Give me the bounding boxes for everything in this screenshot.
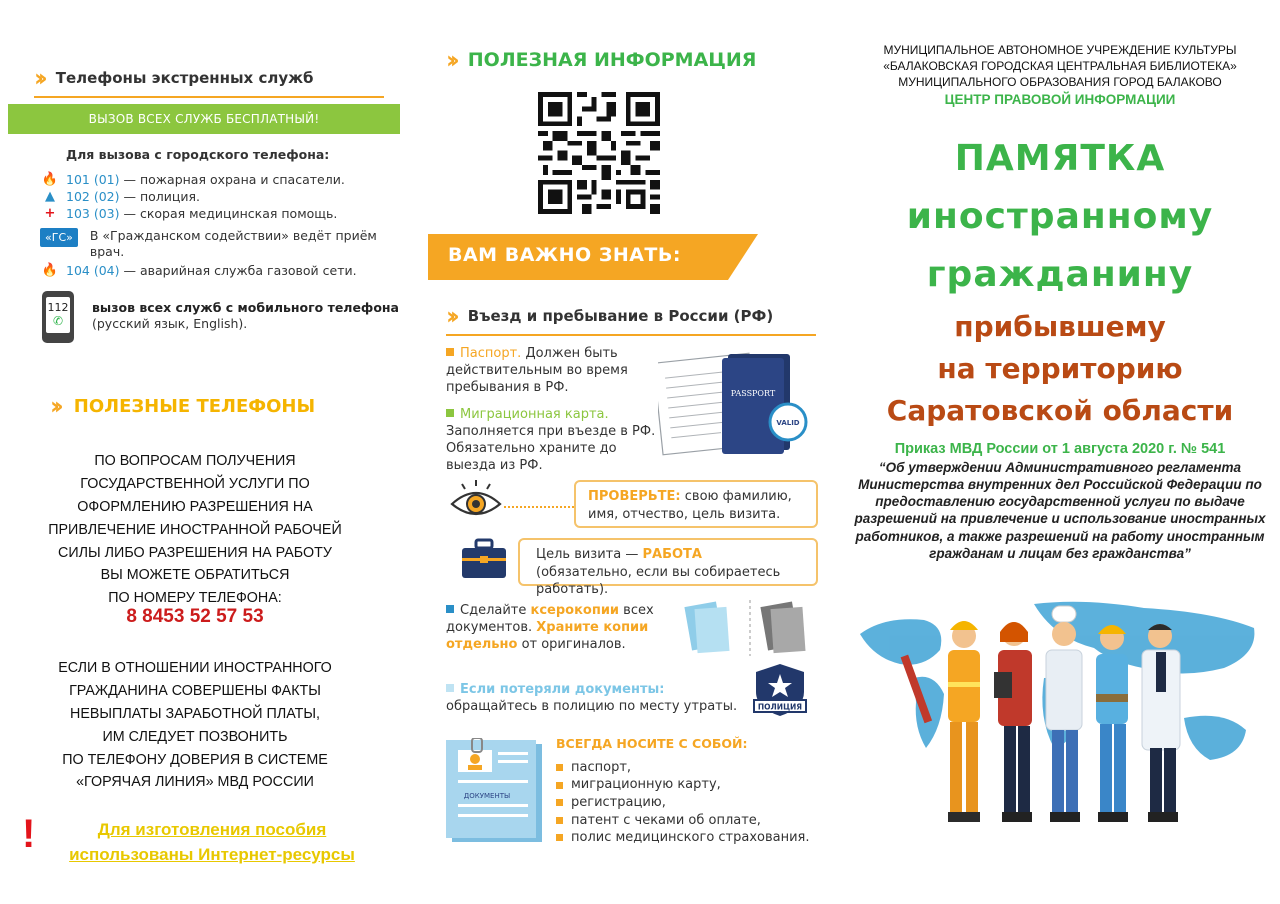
service-fire <box>40 172 345 187</box>
copies-illustration <box>682 598 818 658</box>
text-line: ЕСЛИ В ОТНОШЕНИИ ИНОСТРАННОГО <box>58 660 332 676</box>
mobile-call-text <box>92 300 402 333</box>
medical-cross-icon: + <box>44 206 56 221</box>
goal-work: РАБОТА <box>642 547 702 562</box>
useful-phones-title: ПОЛЕЗНЫЕ ТЕЛЕФОНЫ <box>73 395 316 417</box>
always-carry-block <box>556 736 810 847</box>
visit-goal-box <box>518 538 818 598</box>
copies-pre: Сделайте <box>460 603 531 618</box>
police-light-icon: ▲ <box>45 189 55 204</box>
exclamation-icon: ! <box>22 812 36 856</box>
service-text: — аварийная служба газовой сети. <box>119 263 357 278</box>
emergency-title: Телефоны экстренных служб <box>55 69 314 87</box>
order-description: “Об утверждении Административного регламента Министерства внутренних дел Российской Федерации по предоставлению государственной услуги по выдаче разрешений на привлечение и использование иностранных работников, а также разрешений на работу иностранным гражданам и лицам без гражданства” <box>854 459 1266 561</box>
emergency-header <box>34 64 384 98</box>
bullet-square <box>446 684 454 692</box>
copies-block <box>446 603 682 654</box>
briefcase-icon <box>460 538 508 580</box>
hotline-text <box>20 657 370 794</box>
workers-illustration <box>854 598 1266 844</box>
text-line: ИМ СЛЕДУЕТ ПОЗВОНИТЬ <box>102 728 288 745</box>
service-gas <box>40 263 357 278</box>
gs-text: В «Гражданском содействии» ведёт приём врач. <box>89 228 377 259</box>
important-title: ВАМ ВАЖНО ЗНАТЬ: <box>448 244 681 266</box>
chevron-right-icon: ›› <box>34 64 42 92</box>
organization-header <box>840 42 1280 109</box>
important-banner <box>428 234 758 280</box>
order-reference <box>854 440 1266 562</box>
entry-title: Въезд и пребывание в России (РФ) <box>467 307 774 325</box>
text-line: ОФОРМЛЕНИЮ РАЗРЕШЕНИЯ НА <box>77 498 313 515</box>
text-line: ГРАЖДАНИНА СОВЕРШЕНЫ ФАКТЫ <box>69 682 321 699</box>
goal-text: Цель визита — <box>536 547 643 562</box>
useful-info-title: ПОЛЕЗНАЯ ИНФОРМАЦИЯ <box>467 49 757 71</box>
sources-note <box>32 818 392 867</box>
list-item <box>556 794 810 812</box>
copies-highlight-2: Храните копии отдельно <box>446 619 649 652</box>
chevron-right-icon: ›› <box>446 46 454 74</box>
text-line: ПО НОМЕРУ ТЕЛЕФОНА: <box>108 590 282 607</box>
memo-subtitle-line-3: Саратовской области <box>886 394 1234 427</box>
service-number: 103 (03) <box>66 206 120 221</box>
carry-title: ВСЕГДА НОСИТЕ С СОБОЙ: <box>556 736 748 751</box>
contact-phone-number: 8 8453 52 57 53 <box>126 606 264 627</box>
migration-label: Миграционная карта. <box>460 407 609 422</box>
service-ambulance <box>40 206 337 221</box>
memo-title-line-2: иностранному <box>906 196 1214 237</box>
text-line: использованы Интернет-ресурсы <box>69 844 355 864</box>
qr-code[interactable] <box>538 92 660 214</box>
legal-info-center: ЦЕНТР ПРАВОВОЙ ИНФОРМАЦИИ <box>944 91 1176 107</box>
service-text: — скорая медицинская помощь. <box>119 206 338 221</box>
chevron-right-icon: ›› <box>50 392 58 420</box>
list-item-text: патент с чеками об оплате, <box>571 812 761 828</box>
list-item <box>556 776 810 794</box>
migration-card-block <box>446 407 656 475</box>
list-item <box>556 812 810 830</box>
check-label: ПРОВЕРЬТЕ: <box>588 489 681 504</box>
memo-title-line-3: гражданину <box>926 254 1194 295</box>
goal-rest: (обязательно, если вы собираетесь работать). <box>536 564 781 598</box>
text-line: НЕВЫПЛАТЫ ЗАРАБОТНОЙ ПЛАТЫ, <box>70 705 320 722</box>
info-column <box>420 0 840 904</box>
eye-icon <box>450 478 502 522</box>
text-line: ПО ВОПРОСАМ ПОЛУЧЕНИЯ <box>94 453 296 469</box>
order-heading: Приказ МВД России от 1 августа 2020 г. № 541 <box>894 441 1226 457</box>
lost-text: обращайтесь в полицию по месту утраты. <box>446 698 738 714</box>
gas-flame-icon: 🔥 <box>41 263 59 278</box>
text-line: ВЫ МОЖЕТЕ ОБРАТИТЬСЯ <box>100 567 290 584</box>
text-line: ГОСУДАРСТВЕННОЙ УСЛУГИ ПО <box>80 475 310 492</box>
bullet-square <box>446 605 454 613</box>
fire-icon: 🔥 <box>41 172 59 187</box>
service-text: — пожарная охрана и спасатели. <box>119 172 345 187</box>
list-item <box>556 829 810 847</box>
service-police <box>40 189 200 204</box>
gs-badge: «ГС» <box>40 228 78 247</box>
org-line: МУНИЦИПАЛЬНОЕ АВТОНОМНОЕ УЧРЕЖДЕНИЕ КУЛЬТУРЫ <box>883 43 1237 57</box>
copies-post: от оригиналов. <box>517 636 626 652</box>
cover-column <box>840 0 1280 904</box>
dotted-connector <box>504 506 574 508</box>
list-item-text: миграционную карту, <box>571 777 721 793</box>
passport-word: PASSPORT <box>730 389 776 398</box>
useful-info-header <box>446 46 756 74</box>
police-badge-icon <box>752 662 808 718</box>
police-word: ПОЛИЦИЯ <box>757 702 803 712</box>
valid-word: VALID <box>776 419 800 427</box>
service-civil-help <box>40 228 390 259</box>
useful-phones-header <box>50 392 315 420</box>
check-text: свою фамилию, имя, отчество, цель визита. <box>588 489 792 522</box>
memo-subtitle-line-1: прибывшему <box>954 310 1166 343</box>
docs-word: ДОКУМЕНТЫ <box>463 792 511 800</box>
service-number: 101 (01) <box>66 172 120 187</box>
city-phone-title: Для вызова с городского телефона: <box>66 147 330 162</box>
org-line: «БАЛАКОВСКАЯ ГОРОДСКАЯ ЦЕНТРАЛЬНАЯ БИБЛИОТЕКА» <box>883 59 1237 74</box>
documents-folder-icon <box>442 738 554 844</box>
memo-title: ПАМЯТКА <box>954 138 1166 179</box>
passport-label: Паспорт. <box>460 346 522 361</box>
list-item-text: полис медицинского страхования. <box>571 830 810 846</box>
lost-docs-block <box>446 682 746 716</box>
copies-mid: всех документов. <box>446 603 654 635</box>
emergency-column <box>0 0 420 904</box>
service-number: 102 (02) <box>66 189 120 204</box>
mobile-number: 112 <box>47 301 69 314</box>
free-call-banner: ВЫЗОВ ВСЕХ СЛУЖБ БЕСПЛАТНЫЙ! <box>8 104 400 134</box>
list-item <box>556 759 810 777</box>
bullet-square <box>446 409 454 417</box>
copies-highlight: ксерокопии <box>530 603 620 618</box>
text-line: ПО ТЕЛЕФОНУ ДОВЕРИЯ В СИСТЕМЕ <box>62 751 328 768</box>
text-line: ПРИВЛЕЧЕНИЕ ИНОСТРАННОЙ РАБОЧЕЙ <box>48 521 342 538</box>
migration-text: Заполняется при въезде в РФ. Обязательно храните до выезда из РФ. <box>446 423 656 473</box>
list-item-text: регистрацию, <box>571 794 666 810</box>
check-details-box <box>574 480 818 528</box>
handset-icon: ✆ <box>52 314 64 328</box>
text-line: СИЛЫ ЛИБО РАЗРЕШЕНИЯ НА РАБОТУ <box>58 544 332 561</box>
bullet-square <box>446 348 454 356</box>
passport-block <box>446 346 656 397</box>
chevron-right-icon: ›› <box>446 302 454 330</box>
mobile-call-languages: (русский язык, English). <box>92 316 248 332</box>
text-line: «ГОРЯЧАЯ ЛИНИЯ» МВД РОССИИ <box>76 774 314 791</box>
lost-label: Если потеряли документы: <box>460 682 665 697</box>
passport-illustration <box>658 350 816 460</box>
service-number: 104 (04) <box>66 263 120 278</box>
list-item-text: паспорт, <box>571 759 632 775</box>
text-line: Для изготовления пособия <box>97 820 327 839</box>
mobile-call-bold: вызов всех служб с мобильного телефона <box>92 300 399 315</box>
service-text: — полиция. <box>119 189 201 204</box>
passport-text: Должен быть действительным во время пребывания в РФ. <box>446 346 628 395</box>
useful-phones-text <box>20 450 370 610</box>
memo-subtitle-line-2: на территорию <box>937 352 1183 385</box>
mobile-phone-icon <box>42 291 74 343</box>
org-line: МУНИЦИПАЛЬНОГО ОБРАЗОВАНИЯ ГОРОД БАЛАКОВО <box>898 75 1222 90</box>
entry-header <box>446 302 816 336</box>
